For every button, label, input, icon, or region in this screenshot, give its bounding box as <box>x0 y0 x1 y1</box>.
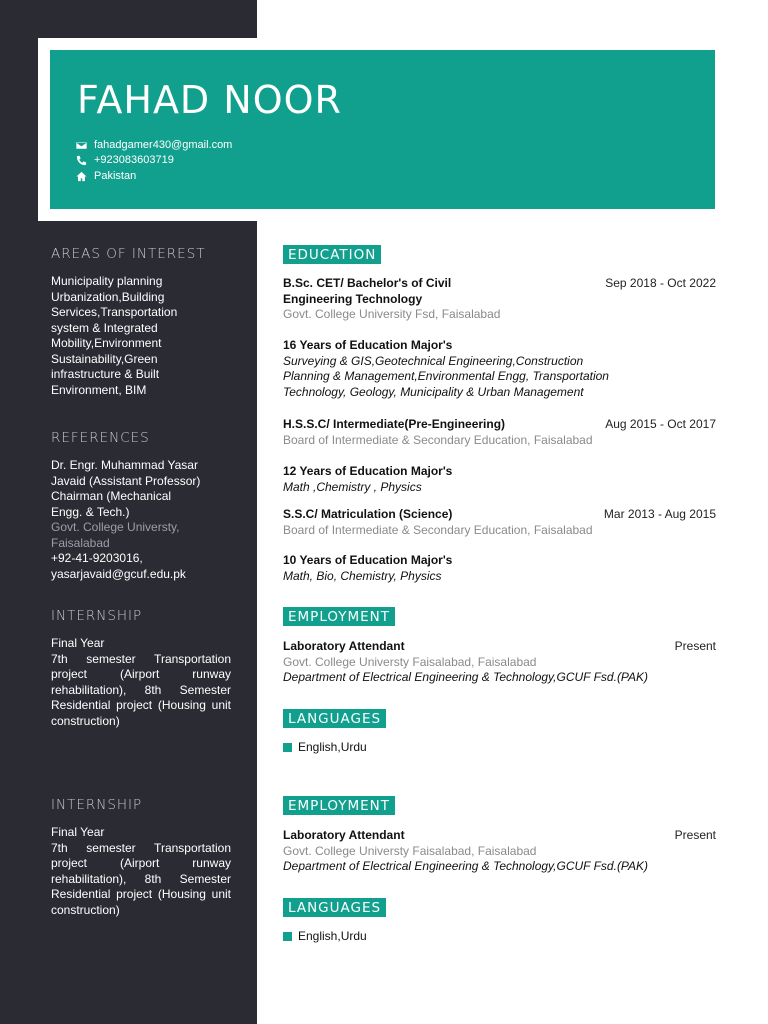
education-ssc <box>283 507 716 538</box>
major-line: Technology, Geology, Municipality & Urban Management <box>283 384 584 399</box>
candidate-name: FAHAD NOOR <box>77 78 342 122</box>
interest-title: AREAS OF INTEREST <box>51 246 206 262</box>
degree-date: Mar 2013 - Aug 2015 <box>603 507 716 521</box>
education-hssc <box>283 417 716 448</box>
internship-section <box>51 608 231 729</box>
education-bsc <box>283 276 716 323</box>
reference-phone: +92-41-9203016, <box>51 551 143 565</box>
degree-title: B.Sc. CET/ Bachelor's of Civil <box>283 276 452 290</box>
education-hssc-majors <box>283 464 716 495</box>
references <box>51 430 231 582</box>
interest-line: Sustainability,Green <box>51 351 158 366</box>
interest-line: Municipality planning <box>51 274 163 288</box>
internship-text: 7th semester Transportation project (Airport runway rehabilitation), 8th Semester Residential project (Housing unit construction) <box>51 840 231 917</box>
reference-org-line: Govt. College Universty, <box>51 520 180 534</box>
degree-date: Sep 2018 - Oct 2022 <box>605 276 716 290</box>
languages-title-2: LANGUAGES <box>283 898 386 917</box>
major-line: Math ,Chemistry , Physics <box>283 479 422 494</box>
internship-section-2 <box>51 797 231 918</box>
phone-text: +923083603719 <box>94 154 174 166</box>
languages-list <box>283 740 367 754</box>
job-org: Govt. College Universty Faisalabad, Faisalabad <box>283 654 537 669</box>
interest-line: Services,Transportation <box>51 305 178 319</box>
reference-org-line: Faisalabad <box>51 535 110 550</box>
school-name: Board of Intermediate & Secondary Education, Faisalabad <box>283 522 593 537</box>
school-name: Govt. College University Fsd, Faisalabad <box>283 307 501 321</box>
interest-line: Environment, BIM <box>51 382 147 397</box>
major-line: Surveying & GIS,Geotechnical Engineering,Construction <box>283 353 584 368</box>
envelope-icon <box>76 140 87 151</box>
contact-location <box>76 170 136 182</box>
contact-email[interactable] <box>76 139 232 151</box>
job-dept: Department of Electrical Engineering & Technology,GCUF Fsd.(PAK) <box>283 859 649 873</box>
interest-line: system & Integrated <box>51 320 158 335</box>
job-date: Present <box>674 639 716 653</box>
references-title: REFERENCES <box>51 430 150 446</box>
reference-line: Chairman (Mechanical <box>51 489 172 503</box>
email-text: fahadgamer430@gmail.com <box>94 139 233 151</box>
internship-title: INTERNSHIP <box>51 608 143 624</box>
major-title: 16 Years of Education Major's <box>283 338 453 352</box>
header-banner <box>50 50 715 209</box>
employment-entry <box>283 639 716 686</box>
degree-title: H.S.S.C/ Intermediate(Pre-Engineering) <box>283 417 506 431</box>
areas-of-interest <box>51 246 231 398</box>
internship-year: Final Year <box>51 636 105 650</box>
degree-title-line2: Engineering Technology <box>283 291 423 306</box>
degree-date: Aug 2015 - Oct 2017 <box>605 417 716 431</box>
location-text: Pakistan <box>94 170 137 182</box>
education-title: EDUCATION <box>283 245 381 264</box>
languages-text: English,Urdu <box>298 929 367 943</box>
bullet-square-icon <box>283 932 292 941</box>
reference-email[interactable]: yasarjavaid@gcuf.edu.pk <box>51 566 186 581</box>
reference-org <box>51 520 231 551</box>
interest-lines <box>51 274 231 398</box>
phone-icon <box>76 155 87 166</box>
internship-title: INTERNSHIP <box>51 797 143 813</box>
languages-list-2 <box>283 929 367 943</box>
interest-line: Urbanization,Building <box>51 289 165 304</box>
degree-title: S.S.C/ Matriculation (Science) <box>283 507 453 521</box>
reference-person <box>51 458 231 520</box>
major-title: 12 Years of Education Major's <box>283 464 453 478</box>
internship-text: 7th semester Transportation project (Airport runway rehabilitation), 8th Semester Residential project (Housing unit construction) <box>51 651 231 728</box>
education-ssc-majors <box>283 553 716 584</box>
employment-entry-2 <box>283 828 716 875</box>
bullet-square-icon <box>283 743 292 752</box>
reference-line: Dr. Engr. Muhammad Yasar <box>51 458 198 472</box>
education-bsc-majors <box>283 338 716 400</box>
interest-line: infrastructure & Built <box>51 367 160 381</box>
interest-line: Mobility,Environment <box>51 336 162 350</box>
reference-line: Javaid (Assistant Professor) <box>51 473 201 488</box>
reference-contact[interactable] <box>51 551 231 582</box>
contact-phone[interactable] <box>76 154 174 166</box>
major-title: 10 Years of Education Major's <box>283 553 453 567</box>
employment-title: EMPLOYMENT <box>283 607 395 626</box>
home-icon <box>76 171 87 182</box>
major-line: Planning & Management,Environmental Engg, Transportation <box>283 369 609 383</box>
job-role: Laboratory Attendant <box>283 828 405 842</box>
job-date: Present <box>674 828 716 842</box>
reference-line: Engg. & Tech.) <box>51 504 130 519</box>
job-org: Govt. College Universty Faisalabad, Faisalabad <box>283 843 537 858</box>
languages-text: English,Urdu <box>298 740 367 754</box>
languages-title: LANGUAGES <box>283 709 386 728</box>
school-name: Board of Intermediate & Secondary Education, Faisalabad <box>283 432 593 447</box>
major-line: Math, Bio, Chemistry, Physics <box>283 568 442 583</box>
job-role: Laboratory Attendant <box>283 639 405 653</box>
internship-year: Final Year <box>51 825 105 839</box>
job-dept: Department of Electrical Engineering & Technology,GCUF Fsd.(PAK) <box>283 670 649 684</box>
employment-title-2: EMPLOYMENT <box>283 796 395 815</box>
